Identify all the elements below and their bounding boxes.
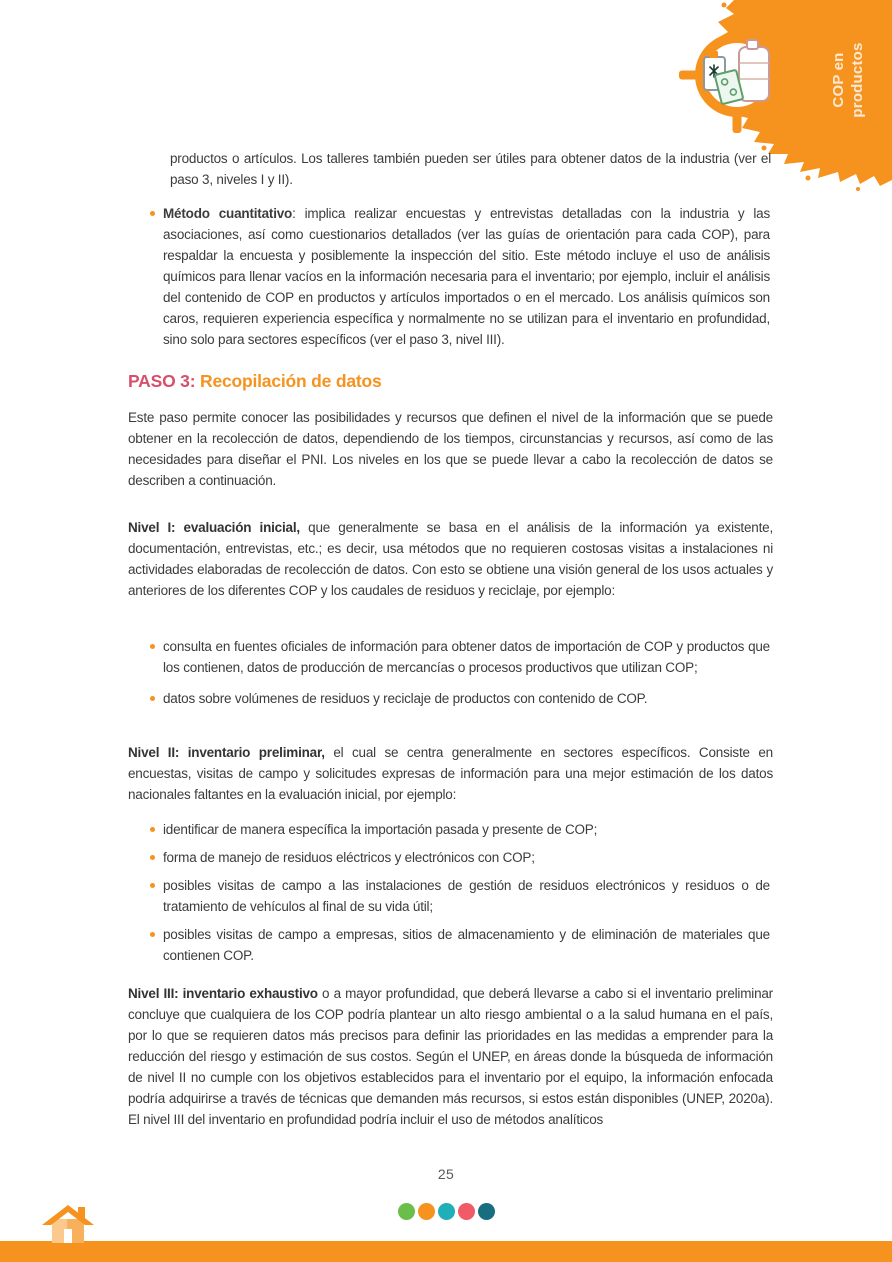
list-item — [150, 847, 770, 868]
bullet-icon — [150, 883, 155, 888]
footer-dot — [478, 1203, 495, 1220]
heading-step: PASO 3: — [128, 371, 196, 391]
footer-dot — [438, 1203, 455, 1220]
level3-text: o a mayor profundidad, que deberá llevarse a cabo si el inventario preliminar concluye que cualquiera de los COP podría plantear un alto riesgo ambiental o a la salud humana en el país, por lo que se requieren datos más precisos para definir las prioridades en las medidas a emprender para la reducción del riesgo y estimación de sus costos. Según el UNEP, en áreas donde la búsqueda de información de nivel II no cumple con los objetivos establecidos para el inventario por el equipo, la información enfocada podría adquirirse a través de técnicas que demanden más recursos, si estos están disponibles (UNEP, 2020a). El nivel III del inventario en profundidad podría incluir el uso de métodos analíticos — [128, 986, 773, 1127]
list-metodo — [150, 203, 770, 350]
footer-dot — [398, 1203, 415, 1220]
chapter-tab-line1: COP en — [830, 52, 847, 108]
home-icon[interactable] — [42, 1203, 94, 1243]
section-heading — [128, 371, 382, 392]
level1-lead: Nivel I: evaluación inicial, — [128, 520, 300, 535]
bullet-icon — [150, 827, 155, 832]
paragraph-level3 — [128, 983, 773, 1130]
footer-dot — [458, 1203, 475, 1220]
target-icon — [677, 15, 797, 135]
bullet-icon — [150, 644, 155, 649]
list-item-text: datos sobre volúmenes de residuos y reciclaje de productos con contenido de COP. — [163, 691, 648, 706]
metodo-lead: Método cuantitativo — [163, 206, 293, 221]
list-item — [150, 875, 770, 917]
paragraph-level1 — [128, 517, 773, 601]
level2-lead: Nivel II: inventario preliminar, — [128, 745, 325, 760]
list-item-text — [163, 203, 770, 350]
bullet-icon — [150, 932, 155, 937]
bullet-icon — [150, 696, 155, 701]
paragraph-level2 — [128, 742, 773, 805]
list-item-text: posibles visitas de campo a empresas, sitios de almacenamiento y de eliminación de materiales que contienen COP. — [163, 927, 770, 963]
footer-dots — [0, 1203, 892, 1220]
metodo-text: : implica realizar encuestas y entrevistas detalladas con la industria y las asociaciones, así como cuestionarios detallados (ver las guías de orientación para cada COP), para respaldar la encuesta y posiblemente la inspección del sitio. Este método incluye el uso de análisis químicos para llenar vacíos en la información necesaria para el inventario; por ejemplo, incluir el análisis del contenido de COP en productos y artículos importados o en el mercado. Los análisis químicos son caros, requieren experiencia específica y normalmente no se utilizan para el inventario en profundidad, sino solo para sectores específicos (ver el paso 3, nivel III). — [163, 206, 770, 347]
list-item — [150, 203, 770, 350]
list-item — [150, 636, 770, 678]
list-item-text: posibles visitas de campo a las instalaciones de gestión de residuos electrónicos y residuos o de tratamiento de vehículos al final de su vida útil; — [163, 878, 770, 914]
list-level1 — [150, 636, 770, 709]
list-level2 — [150, 819, 770, 966]
paragraph-intro-continuation: productos o artículos. Los talleres también pueden ser útiles para obtener datos de la industria (ver el paso 3, niveles I y II). — [170, 151, 771, 187]
list-item — [150, 819, 770, 840]
chapter-tab-line2: productos — [849, 42, 866, 118]
chapter-tab-label — [829, 15, 871, 145]
footer-dot — [418, 1203, 435, 1220]
list-item-text: identificar de manera específica la importación pasada y presente de COP; — [163, 822, 598, 837]
bottom-border-bar — [0, 1241, 892, 1262]
list-item — [150, 924, 770, 966]
list-item — [150, 688, 770, 709]
heading-title: Recopilación de datos — [200, 371, 382, 391]
level1-text: que generalmente se basa en el análisis de la información ya existente, documentación, entrevistas, etc.; es decir, usa métodos que no requieren costosas visitas a instalaciones ni actividades elaboradas de recolección de datos. Con esto se obtiene una visión general de los usos actuales y anteriores de los diferentes COP y los caudales de residuos y reciclaje, por ejemplo: — [128, 520, 773, 598]
page-number: 25 — [437, 1166, 455, 1182]
bullet-icon — [150, 855, 155, 860]
level2-text: el cual se centra generalmente en sectores específicos. Consiste en encuestas, visitas de campo y solicitudes expresas de información para una mejor estimación de los datos nacionales faltantes en la evaluación inicial, por ejemplo: — [128, 745, 773, 802]
list-item-text: forma de manejo de residuos eléctricos y electrónicos con COP; — [163, 850, 535, 865]
bullet-icon — [150, 211, 155, 216]
list-item-text: consulta en fuentes oficiales de información para obtener datos de importación de COP y productos que los contienen, datos de producción de mercancías o procesos productivos que utilizan COP; — [163, 639, 770, 675]
paragraph-step3: Este paso permite conocer las posibilidades y recursos que definen el nivel de la información que se puede obtener en la recolección de datos, dependiendo de los tiempos, circunstancias y recursos, así como de las necesidades para diseñar el PNI. Los niveles en los que se puede llevar a cabo la recolección de datos se describen a continuación. — [128, 410, 773, 488]
level3-lead: Nivel III: inventario exhaustivo — [128, 986, 318, 1001]
